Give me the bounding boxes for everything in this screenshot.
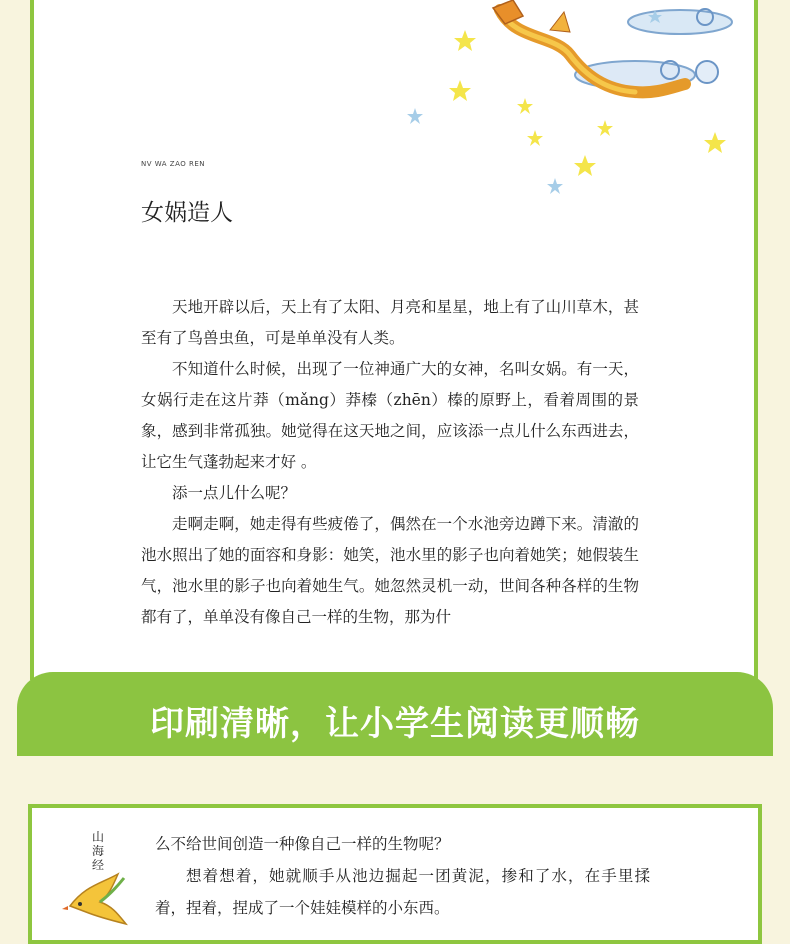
star-icon [449,30,726,176]
paragraph: 走啊走啊，她走得有些疲倦了，偶然在一个水池旁边蹲下来。清澈的池水照出了她的面容和身影：她笑，池水里的影子也向着她笑；她假装生气，池水里的影子也向着她生气。她忽然灵机一动，世间各种各样的生物都有了，单单没有像自己一样的生物，那为什 [141,515,639,626]
chapter-title: 女娲造人 [141,200,233,226]
paragraph: 天地开辟以后，天上有了太阳、月亮和星星，地上有了山川草木，甚至有了鸟兽虫鱼，可是单单没有人类。 [141,298,639,347]
book-side-label: 山海经 [91,830,104,872]
paragraph: 不知道什么时候，出现了一位神通广大的女神，名叫女娲。有一天，女娲行走在这片莽（mǎng）莽榛（zhēn）榛的原野上，看着周围的景象，感到非常孤独。她觉得在这天地之间，应该添一点儿什么东西进去，让它生气蓬勃起来才好 。 [141,360,639,471]
bird-icon [60,866,140,930]
chapter-body-continued [155,828,650,924]
paragraph: 么不给世间创造一种像自己一样的生物呢？ [155,835,450,853]
paragraph: 添一点儿什么呢？ [172,484,297,502]
dragon-illustration [405,0,750,200]
chapter-pinyin-title: NV WA ZAO REN [141,160,206,168]
chapter-body [141,292,639,633]
promo-banner-text: 印刷清晰，让小学生阅读更顺畅 [150,704,640,744]
paragraph: 想着想着，她就顺手从池边掘起一团黄泥，掺和了水，在手里揉着，捏着，捏成了一个娃娃模样的小东西。 [155,867,650,917]
promo-banner [17,672,773,756]
